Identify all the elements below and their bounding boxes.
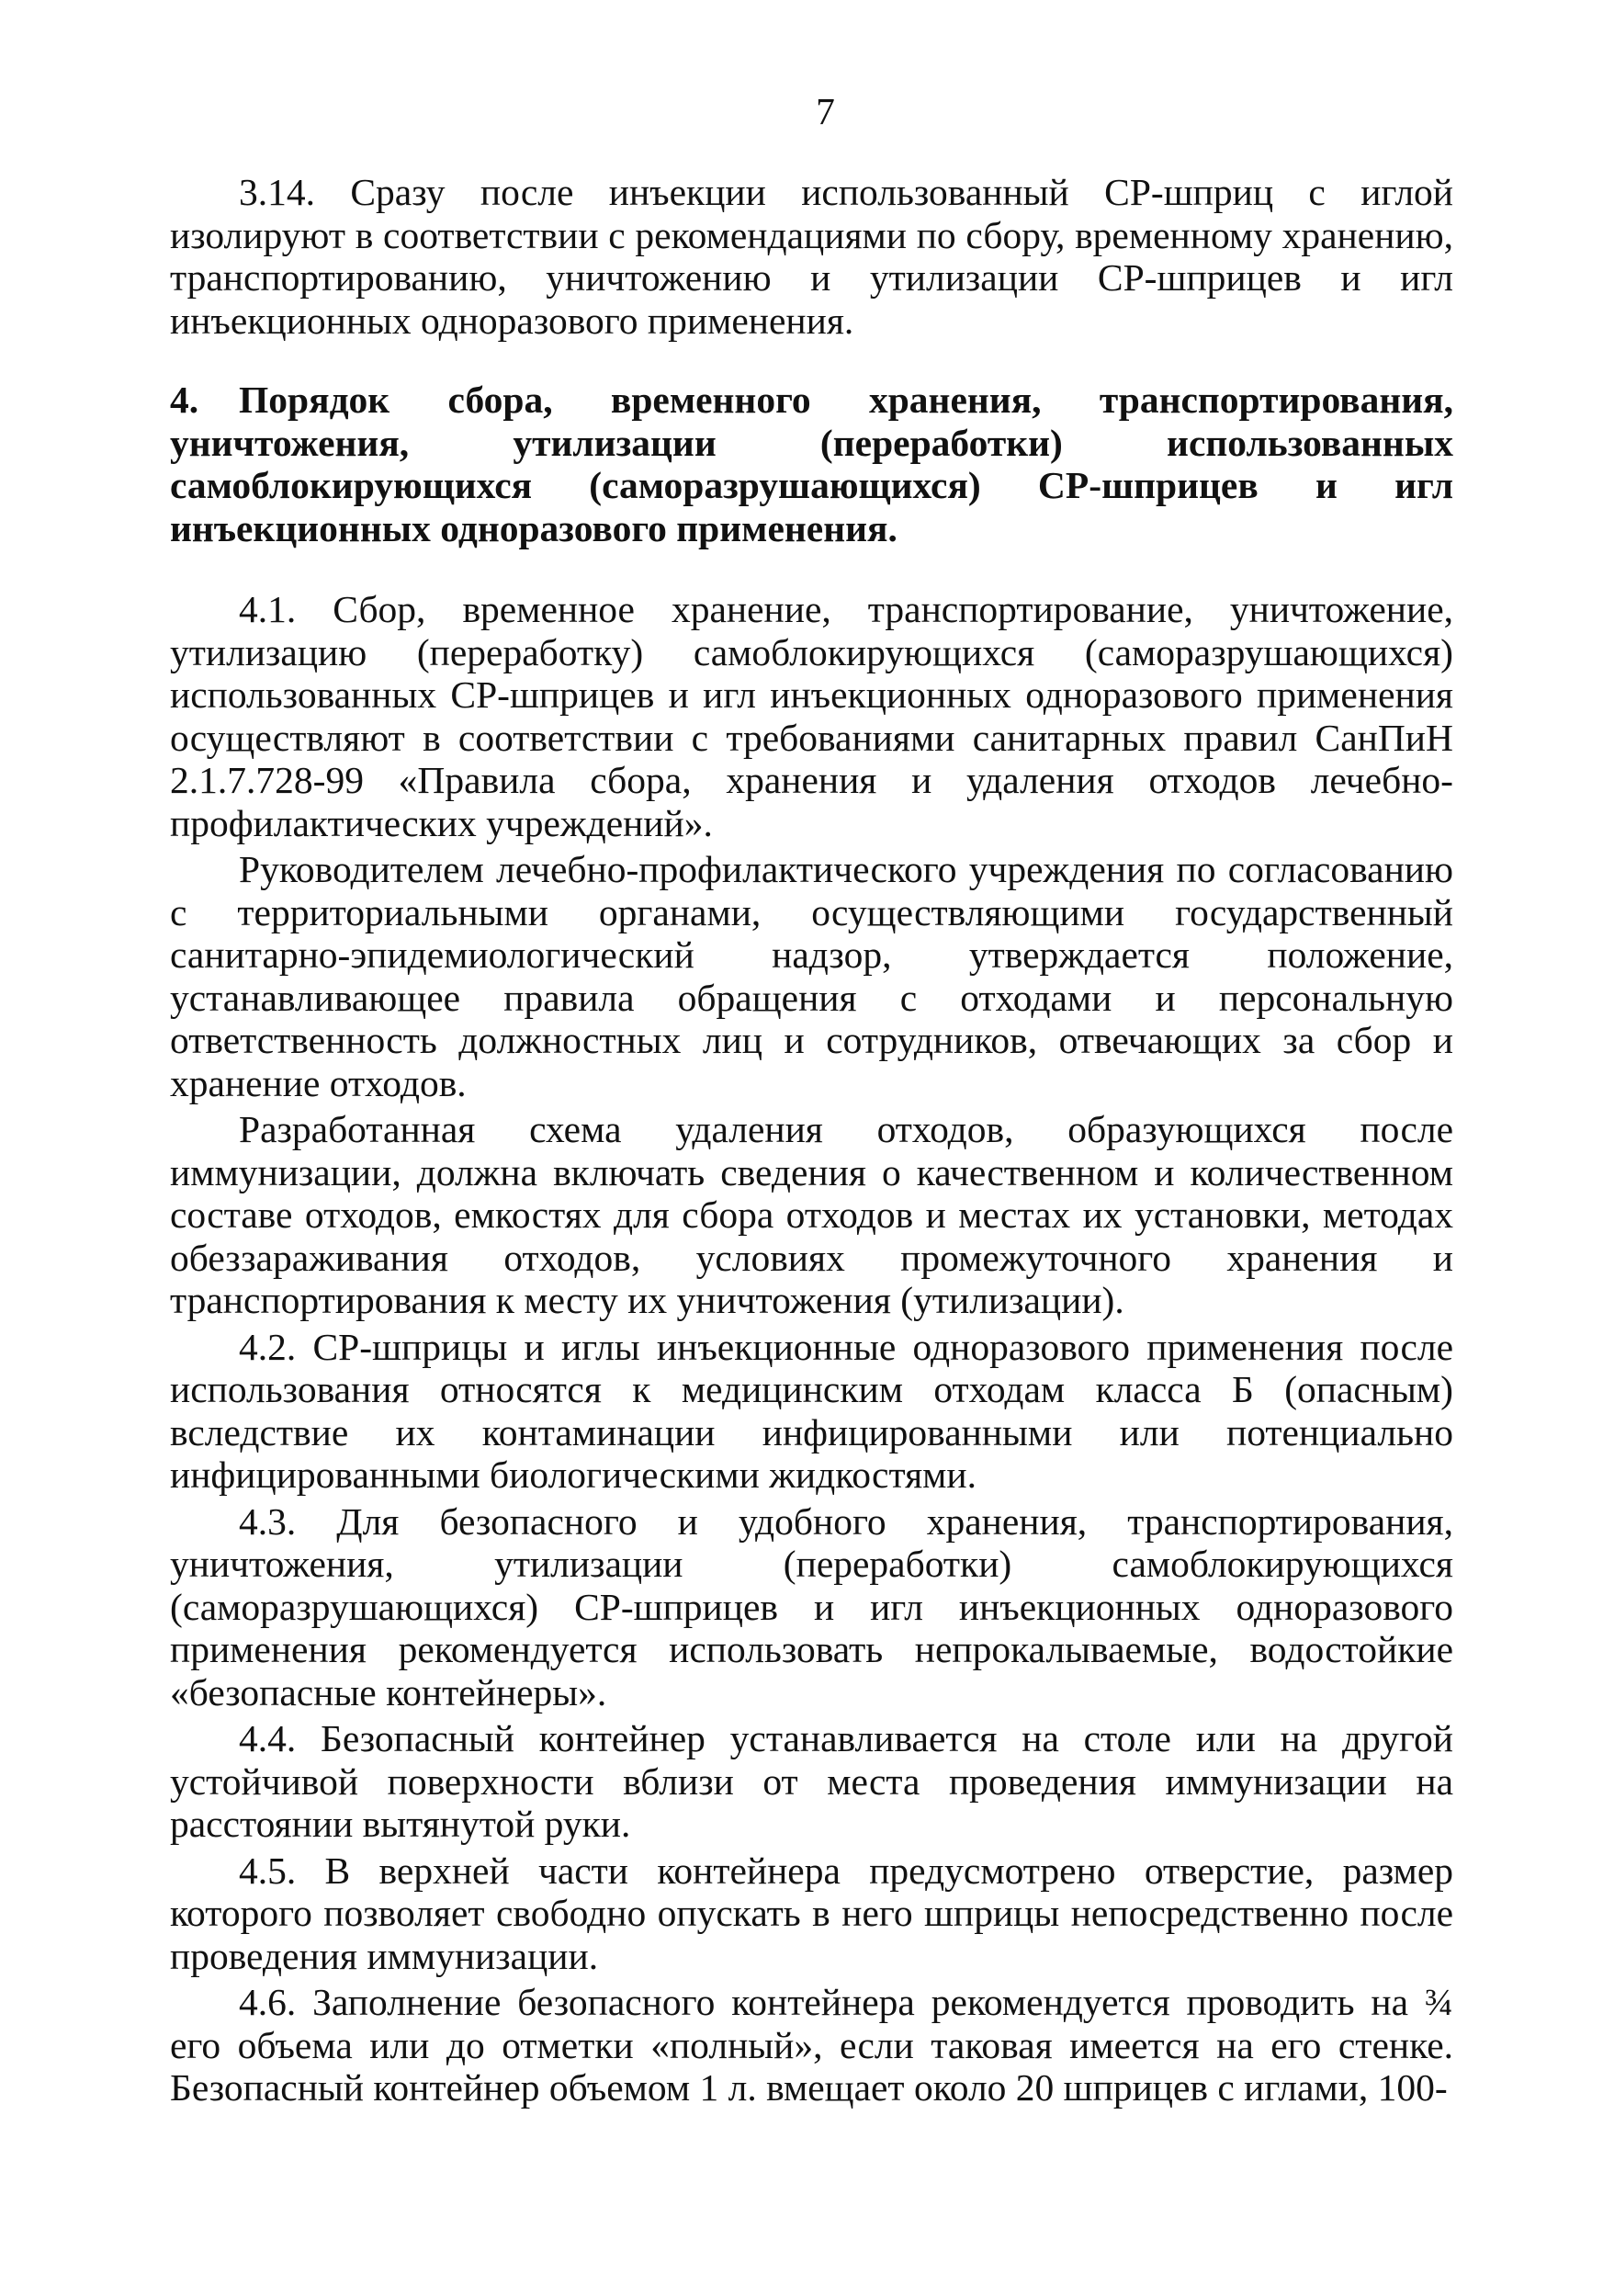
paragraph-4-4: 4.4. Безопасный контейнер устанавливается на столе или на другой устойчивой поверхности вблизи от места проведения иммунизации на расстоянии вытянутой руки. bbox=[170, 1717, 1453, 1845]
paragraph-4-1: 4.1. Сбор, временное хранение, транспортирование, уничтожение, утилизацию (переработку) самоблокирующихся (саморазрушающихся) использованных СР-шприцев и игл инъекционных одноразового применения осуществляют в соответствии с требованиями санитарных правил СанПиН 2.1.7.728-99 «Правила сбора, хранения и удаления отходов лечебно-профилактических учреждений». bbox=[170, 588, 1453, 844]
paragraph-4-3: 4.3. Для безопасного и удобного хранения, транспортирования, уничтожения, утилизации (переработки) самоблокирующихся (саморазрушающихся) СР-шприцев и игл инъекционных одноразового применения рекомендуется использовать непрокалываемые, водостойкие «безопасные контейнеры». bbox=[170, 1499, 1453, 1714]
section-4-number: 4. bbox=[170, 379, 199, 421]
paragraph-waste-scheme: Разработанная схема удаления отходов, образующихся после иммунизации, должна включать сведения о качественном и количественном составе отходов, емкостях для сбора отходов и местах их установки, методах обеззараживания отходов, условиях промежуточного хранения и транспортирования к месту их уничтожения (утилизации). bbox=[170, 1108, 1453, 1321]
paragraph-responsibility: Руководителем лечебно-профилактического учреждения по согласованию с территориальными органами, осуществляющими государственный санитарно-эпидемиологический надзор, утверждается положение, устанавливающее правила обращения с отходами и персональную ответственность должностных лиц и сотрудников, отвечающих за сбор и хранение отходов. bbox=[170, 848, 1453, 1104]
paragraph-4-5: 4.5. В верхней части контейнера предусмотрено отверстие, размер которого позволяет свободно опускать в него шприцы непосредственно после проведения иммунизации. bbox=[170, 1849, 1453, 1977]
paragraph-4-2: 4.2. СР-шприцы и иглы инъекционные одноразового применения после использования относятся к медицинским отходам класса Б (опасным) вследствие их контаминации инфицированными или потенциально инфицированными биологическими жидкостями. bbox=[170, 1325, 1453, 1496]
paragraph-4-6: 4.6. Заполнение безопасного контейнера рекомендуется проводить на ¾ его объема или до отметки «полный», если таковая имеется на его стенке. Безопасный контейнер объемом 1 л. вмещает около 20 шприцев с иглами, 100- bbox=[170, 1981, 1453, 2109]
paragraph-3-14: 3.14. Сразу после инъекции использованный СР-шприц с иглой изолируют в соответствии с рекомендациями по сбору, временному хранению, транспортированию, уничтожению и утилизации СР-шприцев и игл инъекционных одноразового применения. bbox=[170, 171, 1453, 342]
section-4-heading bbox=[170, 379, 1453, 549]
page-number: 7 bbox=[816, 90, 835, 132]
section-4-title: Порядок сбора, временного хранения, транспортирования, уничтожения, утилизации (переработки) использованных самоблокирующихся (саморазрушающихся) СР-шприцев и игл инъекционных одноразового применения. bbox=[170, 379, 1453, 549]
